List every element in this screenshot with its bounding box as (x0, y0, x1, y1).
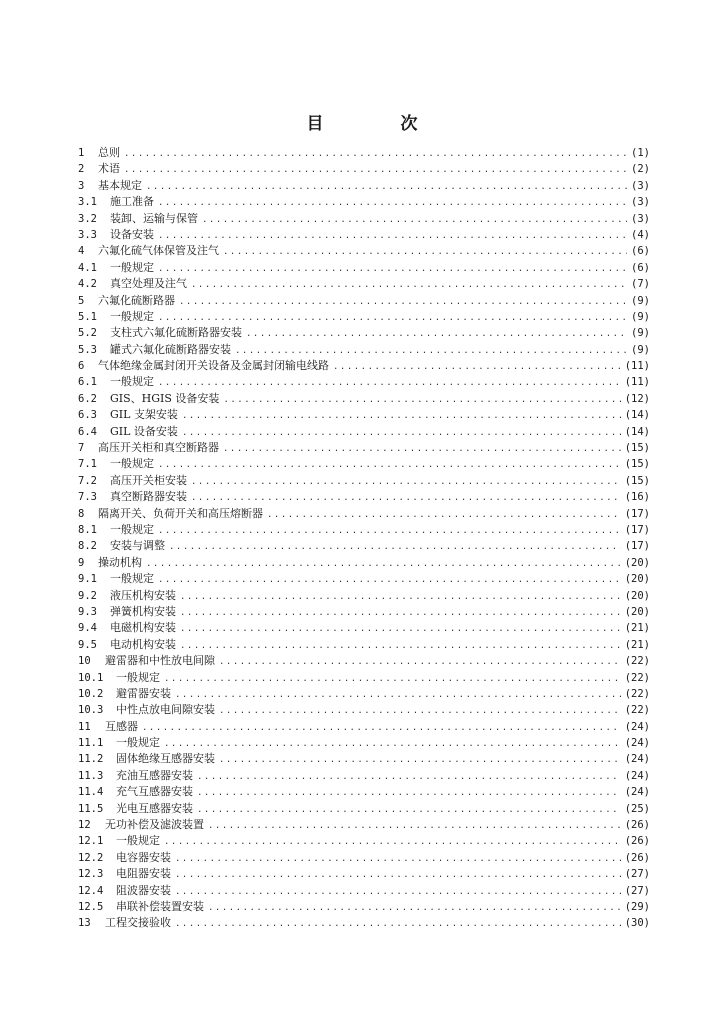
toc-entry-number: 3.2 (78, 212, 97, 225)
toc-dot-leader (246, 326, 627, 342)
toc-entry-page: (15) (624, 474, 650, 487)
toc-entry-page: (25) (624, 802, 650, 815)
toc-dot-leader (175, 851, 621, 867)
toc-dot-leader (223, 441, 621, 457)
toc-dot-leader (175, 916, 621, 932)
toc-entry-page: (1) (631, 147, 650, 159)
toc-entry-page: (12) (624, 392, 650, 405)
toc-entry-title: 真空处理及注气 (110, 277, 187, 291)
toc-entry-number: 11 (78, 720, 91, 733)
toc-entry (78, 637, 650, 653)
toc-entry-title: 一般规定 (110, 309, 154, 323)
toc-entry-page: (3) (631, 196, 650, 209)
toc-entry-page: (21) (624, 638, 650, 651)
toc-dot-leader (182, 408, 621, 424)
toc-entry-page: (24) (624, 720, 650, 733)
toc-entry-title: 光电互感器安装 (116, 801, 193, 815)
toc-entry-number: 8.1 (78, 523, 97, 536)
toc-entry-title: 电阻器安装 (116, 867, 171, 881)
toc-dot-leader (333, 359, 621, 375)
toc-entry-number: 7 (78, 442, 85, 455)
toc-entry (78, 670, 650, 686)
toc-entry-number: 12.5 (78, 900, 104, 913)
toc-entry-number: 3.1 (78, 196, 97, 209)
toc-entry (78, 489, 650, 505)
toc-dot-leader (142, 720, 621, 736)
toc-entry-title: 液压机构安装 (110, 588, 176, 602)
toc-entry (78, 276, 650, 292)
toc-entry-number: 11.3 (78, 769, 104, 782)
toc-dot-leader (164, 671, 621, 687)
toc-entry-title: 罐式六氟化硫断路器安装 (110, 342, 231, 356)
toc-entry (78, 784, 650, 800)
toc-entry-number: 10 (78, 655, 91, 668)
toc-entry-title: 中性点放电间隙安装 (116, 703, 215, 717)
toc-entry (78, 342, 650, 358)
toc-entry-page: (4) (631, 228, 650, 241)
toc-dot-leader (223, 392, 620, 408)
toc-entry-number: 9.1 (78, 573, 97, 586)
toc-dot-leader (191, 474, 621, 490)
toc-entry-page: (15) (624, 458, 650, 471)
toc-entry (78, 456, 650, 472)
toc-entry (78, 325, 650, 341)
toc-entry-title: 装卸、运输与保管 (110, 211, 198, 225)
toc-entry-number: 10.3 (78, 704, 104, 717)
toc-entry (78, 424, 650, 440)
toc-dot-leader (267, 507, 621, 523)
toc-entry-page: (17) (624, 540, 650, 553)
toc-dot-leader (179, 294, 627, 310)
toc-entry-number: 11.5 (78, 802, 104, 815)
toc-entry-title: 总则 (98, 146, 120, 159)
toc-entry-title: GIL 支架安装 (110, 408, 178, 422)
toc-entry-page: (24) (624, 786, 650, 799)
page-title: 目 次 (306, 114, 448, 135)
toc-entry (78, 719, 650, 735)
toc-entry (78, 866, 650, 882)
toc-entry-number: 7.3 (78, 491, 97, 504)
toc-entry-page: (30) (624, 917, 650, 930)
toc-dot-leader (197, 802, 621, 818)
toc-entry-title: 一般规定 (110, 260, 154, 274)
toc-entry (78, 833, 650, 849)
toc-entry (78, 686, 650, 702)
toc-entry-number: 1 (78, 147, 85, 159)
toc-entry (78, 391, 650, 407)
toc-dot-leader (146, 179, 627, 195)
toc-entry-number: 7.1 (78, 458, 97, 471)
toc-entry-title: 隔离开关、负荷开关和高压熔断器 (98, 506, 263, 520)
toc-entry-number: 12.3 (78, 868, 104, 881)
toc-entry-page: (6) (631, 245, 650, 258)
toc-dot-leader (175, 687, 621, 703)
toc-entry-page: (17) (624, 507, 650, 520)
toc-entry-title: 基本规定 (98, 178, 142, 192)
toc-entry-page: (26) (624, 851, 650, 864)
toc-dot-leader (219, 703, 621, 719)
toc-entry-number: 4.1 (78, 261, 97, 274)
toc-dot-leader (219, 654, 621, 670)
toc-entry-title: 阻波器安装 (116, 883, 171, 897)
toc-dot-leader (164, 736, 621, 752)
toc-entry-title: 一般规定 (116, 834, 160, 848)
toc-entry (78, 604, 650, 620)
toc-entry-title: 一般规定 (110, 522, 154, 536)
toc-entry-title: 互感器 (105, 719, 138, 733)
toc-entry (78, 260, 650, 276)
toc-entry (78, 293, 650, 309)
toc-dot-leader (124, 146, 627, 162)
toc-entry-title: 一般规定 (116, 736, 160, 750)
toc-entry-title: 高压开关柜安装 (110, 473, 187, 487)
toc-entry (78, 309, 650, 325)
toc-entry (78, 407, 650, 423)
toc-entry (78, 620, 650, 636)
toc-entry (78, 211, 650, 227)
toc-dot-leader (158, 523, 621, 539)
toc-entry-page: (22) (624, 655, 650, 668)
toc-entry-title: 电磁机构安装 (110, 621, 176, 635)
toc-entry-number: 6.4 (78, 425, 97, 438)
toc-dot-leader (158, 457, 621, 473)
toc-entry-title: 安装与调整 (110, 539, 165, 553)
toc-dot-leader (180, 621, 621, 637)
toc-dot-leader (158, 228, 627, 244)
toc-entry (78, 161, 650, 177)
toc-entry-number: 12 (78, 819, 91, 832)
toc-entry-page: (20) (624, 556, 650, 569)
toc-dot-leader (158, 375, 621, 391)
toc-entry-number: 12.4 (78, 884, 104, 897)
toc-entry-page: (22) (624, 687, 650, 700)
toc-entry-number: 7.2 (78, 474, 97, 487)
toc-entry (78, 768, 650, 784)
toc-entry-page: (24) (624, 737, 650, 750)
toc-entry (78, 588, 650, 604)
toc-entry-page: (22) (624, 671, 650, 684)
toc-dot-leader (158, 572, 621, 588)
toc-entry-page: (14) (624, 409, 650, 422)
toc-dot-leader (180, 605, 621, 621)
toc-dot-leader (180, 589, 621, 605)
toc-entry-number: 13 (78, 917, 91, 930)
toc-entry-title: 气体绝缘金属封闭开关设备及金属封闭输电线路 (98, 359, 329, 373)
toc-dot-leader (191, 277, 627, 293)
toc-entry (78, 227, 650, 243)
toc-entry-page: (11) (624, 360, 650, 373)
toc-entry-title: 电动机构安装 (110, 637, 176, 651)
toc-entry-title: GIL 设备安装 (110, 424, 178, 438)
toc-entry-title: 电容器安装 (116, 850, 171, 864)
toc-dot-leader (158, 195, 627, 211)
toc-dot-leader (219, 752, 621, 768)
toc-entry-page: (27) (624, 884, 650, 897)
toc-entry (78, 374, 650, 390)
toc-dot-leader (182, 425, 621, 441)
toc-entry-number: 5.2 (78, 327, 97, 340)
toc-entry-title: 工程交接验收 (105, 916, 171, 930)
toc-entry (78, 702, 650, 718)
toc-entry-number: 6 (78, 360, 85, 373)
toc-entry-number: 9.4 (78, 622, 97, 635)
toc-entry-page: (9) (631, 343, 650, 356)
toc-dot-leader (208, 818, 621, 834)
toc-entry-number: 12.2 (78, 851, 104, 864)
toc-entry-number: 5 (78, 294, 85, 307)
toc-entry (78, 915, 650, 931)
toc-entry (78, 194, 650, 210)
toc-entry-number: 5.1 (78, 310, 97, 323)
toc-dot-leader (223, 244, 627, 260)
toc-entry-title: 术语 (98, 162, 120, 176)
toc-entry-page: (21) (624, 622, 650, 635)
toc-entry-page: (24) (624, 769, 650, 782)
toc-entry-title: 一般规定 (110, 572, 154, 586)
toc-entry-number: 11.4 (78, 786, 104, 799)
toc-entry (78, 538, 650, 554)
toc-entry-title: 避雷器安装 (116, 686, 171, 700)
toc-entry-page: (11) (624, 376, 650, 389)
toc-dot-leader (175, 867, 621, 883)
toc-entry (78, 178, 650, 194)
toc-entry-title: 充油互感器安装 (116, 768, 193, 782)
toc-entry (78, 358, 650, 374)
toc-entry-page: (6) (631, 261, 650, 274)
toc-entry (78, 440, 650, 456)
toc-entry (78, 801, 650, 817)
toc-entry-page: (17) (624, 523, 650, 536)
toc-entry-title: 六氟化硫气体保管及注气 (98, 244, 219, 258)
table-of-contents (78, 145, 650, 932)
toc-entry-number: 6.3 (78, 409, 97, 422)
toc-entry-title: 设备安装 (110, 227, 154, 241)
toc-entry-number: 11.2 (78, 753, 104, 766)
toc-dot-leader (235, 343, 627, 359)
toc-entry (78, 522, 650, 538)
toc-dot-leader (175, 884, 621, 900)
toc-dot-leader (197, 769, 621, 785)
toc-entry (78, 735, 650, 751)
toc-dot-leader (124, 162, 627, 178)
toc-entry-page: (26) (624, 835, 650, 848)
toc-entry-number: 6.2 (78, 392, 97, 405)
toc-entry (78, 473, 650, 489)
toc-dot-leader (158, 261, 627, 277)
toc-entry (78, 899, 650, 915)
toc-entry-page: (20) (624, 589, 650, 602)
toc-entry-number: 5.3 (78, 343, 97, 356)
toc-entry-number: 2 (78, 163, 85, 176)
toc-entry-number: 4 (78, 245, 85, 258)
toc-entry-number: 9.3 (78, 605, 97, 618)
toc-entry (78, 506, 650, 522)
toc-entry-title: GIS、HGIS 设备安装 (110, 391, 220, 405)
toc-entry-page: (27) (624, 868, 650, 881)
toc-entry-number: 9.5 (78, 638, 97, 651)
toc-entry (78, 850, 650, 866)
toc-entry-number: 3.3 (78, 228, 97, 241)
toc-entry-number: 4.2 (78, 278, 97, 291)
toc-entry-page: (9) (631, 327, 650, 340)
toc-dot-leader (158, 310, 627, 326)
toc-entry-page: (16) (624, 491, 650, 504)
toc-entry-page: (9) (631, 310, 650, 323)
toc-entry-number: 8 (78, 507, 85, 520)
toc-entry-title: 一般规定 (116, 670, 160, 684)
toc-dot-leader (169, 539, 621, 555)
toc-entry-title: 串联补偿装置安装 (116, 899, 204, 913)
toc-entry (78, 571, 650, 587)
toc-entry-page: (24) (624, 753, 650, 766)
toc-entry (78, 883, 650, 899)
toc-entry-page: (22) (624, 704, 650, 717)
toc-entry (78, 243, 650, 259)
toc-entry-title: 弹簧机构安装 (110, 604, 176, 618)
toc-dot-leader (164, 834, 621, 850)
toc-entry-number: 9.2 (78, 589, 97, 602)
toc-entry-title: 高压开关柜和真空断路器 (98, 441, 219, 455)
toc-entry-page: (3) (631, 179, 650, 192)
toc-entry-page: (15) (624, 442, 650, 455)
toc-entry-title: 操动机构 (98, 555, 142, 569)
toc-entry-title: 充气互感器安装 (116, 785, 193, 799)
toc-entry-page: (14) (624, 425, 650, 438)
toc-entry-title: 避雷器和中性放电间隙 (105, 654, 215, 668)
toc-entry-title: 支柱式六氟化硫断路器安装 (110, 326, 242, 340)
toc-entry-title: 一般规定 (110, 457, 154, 471)
toc-entry-page: (2) (631, 163, 650, 176)
toc-entry-page: (9) (631, 294, 650, 307)
toc-entry-page: (29) (624, 900, 650, 913)
toc-dot-leader (202, 212, 627, 228)
toc-entry-page: (7) (631, 278, 650, 291)
toc-entry-title: 无功补偿及滤波装置 (105, 818, 204, 832)
toc-dot-leader (180, 638, 621, 654)
toc-dot-leader (208, 900, 621, 916)
toc-entry (78, 555, 650, 571)
toc-entry-title: 真空断路器安装 (110, 490, 187, 504)
toc-entry-title: 一般规定 (110, 375, 154, 389)
toc-entry-number: 8.2 (78, 540, 97, 553)
toc-entry-page: (26) (624, 819, 650, 832)
toc-dot-leader (191, 490, 621, 506)
toc-entry-page: (3) (631, 212, 650, 225)
toc-entry-page: (20) (624, 573, 650, 586)
toc-entry-number: 12.1 (78, 835, 104, 848)
toc-entry-number: 3 (78, 179, 85, 192)
toc-entry-title: 施工准备 (110, 195, 154, 209)
toc-entry-number: 11.1 (78, 737, 104, 750)
toc-dot-leader (146, 556, 621, 572)
toc-entry-number: 9 (78, 556, 85, 569)
toc-entry (78, 751, 650, 767)
toc-entry-title: 六氟化硫断路器 (98, 293, 175, 307)
toc-entry-number: 6.1 (78, 376, 97, 389)
toc-entry (78, 817, 650, 833)
toc-entry (78, 653, 650, 669)
toc-dot-leader (197, 785, 621, 801)
toc-entry-page: (20) (624, 605, 650, 618)
toc-entry-number: 10.2 (78, 687, 104, 700)
toc-entry-title: 固体绝缘互感器安装 (116, 752, 215, 766)
toc-entry-number: 10.1 (78, 671, 104, 684)
toc-entry (78, 145, 650, 161)
